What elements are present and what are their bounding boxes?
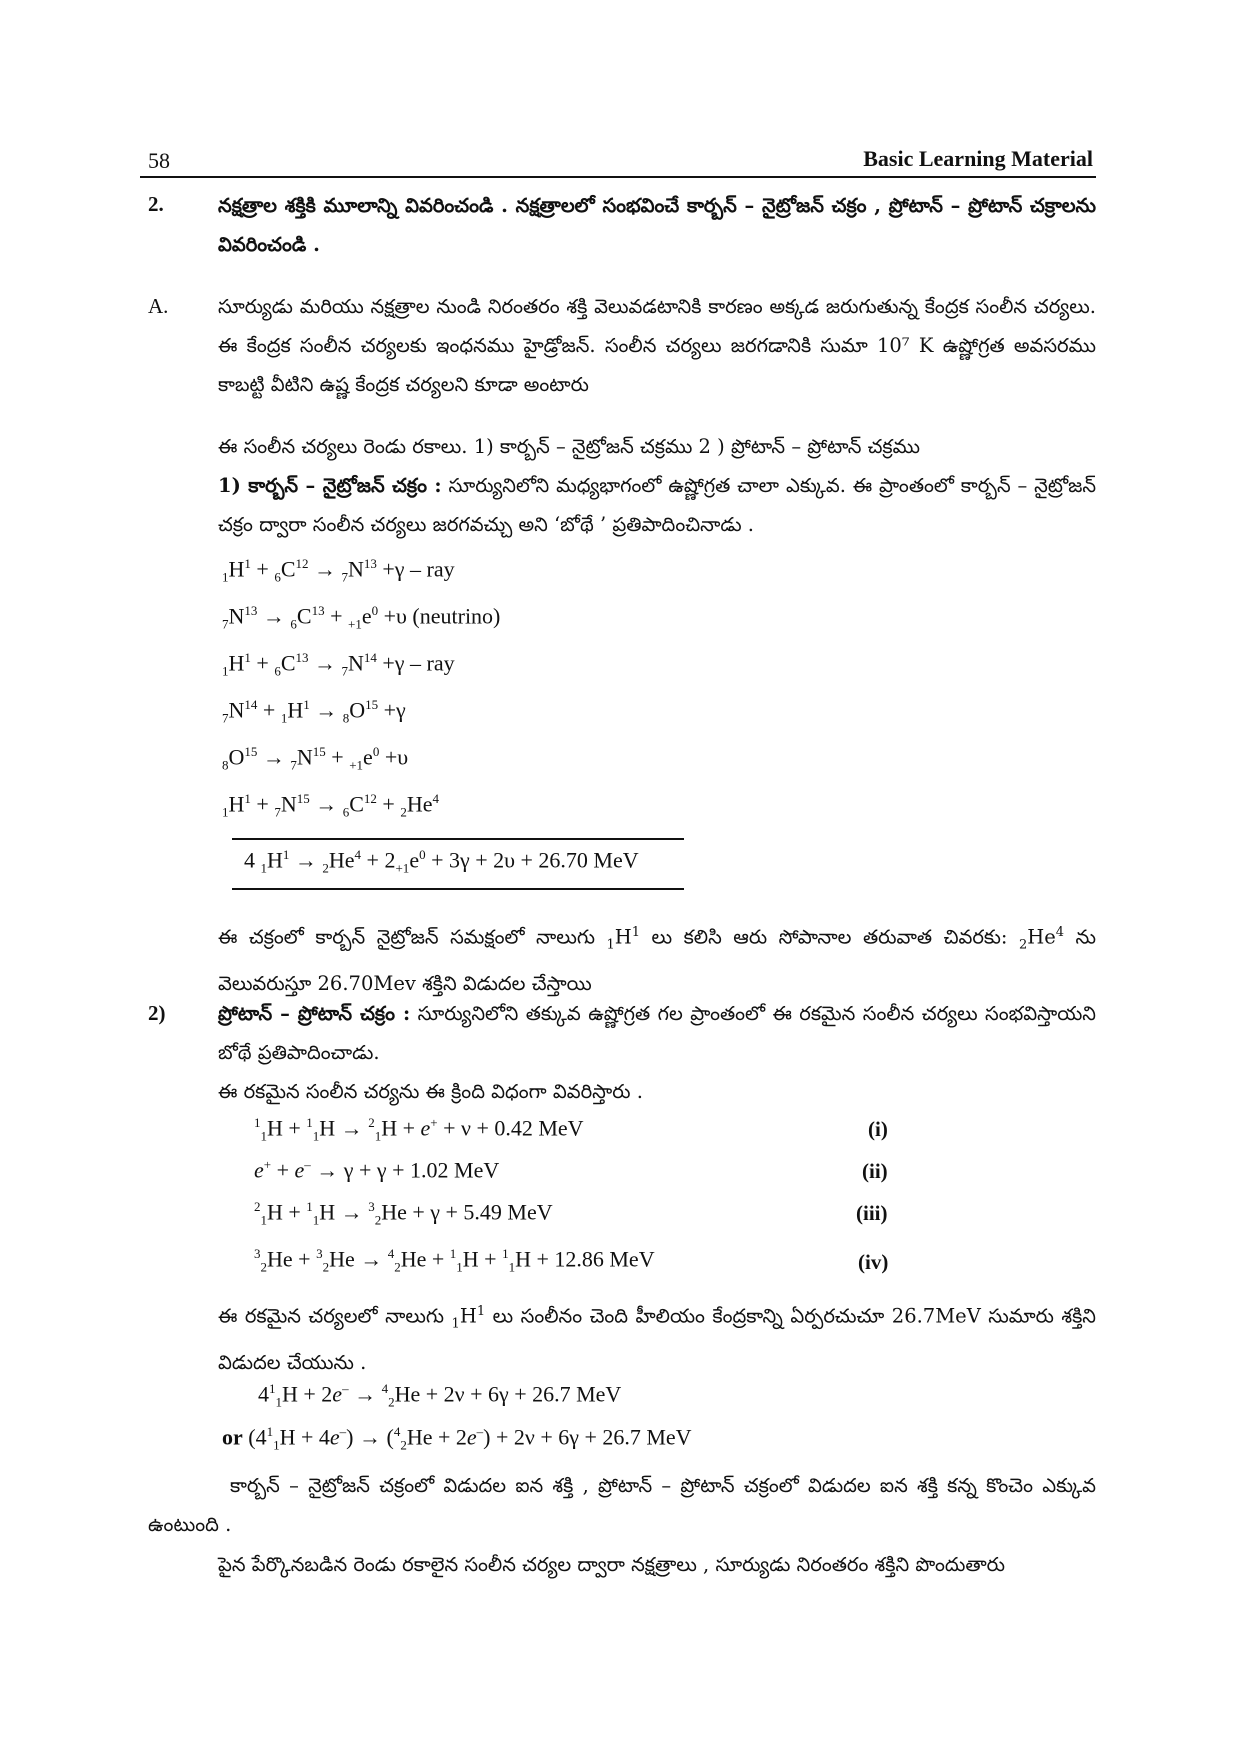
cno-eq-4: $_7N^{14} + _1H^1 \to _8O^{15} +\gamma$	[222, 697, 406, 726]
pp-eq-label-3: (iii)	[856, 1201, 888, 1225]
conclusion-text: పైన పేర్కొనబడిన రెండు రకాలైన సంలీన చర్యల ద్వారా నక్షత్రాలు , సూర్యుడు నిరంతరం శక్తిని పొందుతారు	[218, 1553, 1005, 1576]
cno-eq-2: $_7N^{13} \to _6C^{13} + _{+1}e^0 +\upsilon$ (neutrino)	[222, 603, 501, 632]
pp-explain: ఈ రకమైన సంలీన చర్యను ఈ క్రింది విధంగా వివరిస్తారు .	[218, 1080, 643, 1103]
pp-net-eq-2: or $(4^1_1H + 4e^-) \to (^4_2He + 2e^-) + 2\nu + 6\gamma + 26.7$ MeV	[222, 1424, 692, 1453]
reaction-types: ఈ సంలీన చర్యలు రెండు రకాలు. 1) కార్బన్ – నైట్రోజన్ చక్రము 2 ) ప్రోటాన్ – ప్రోటాన్ చక్రము	[218, 435, 920, 458]
pp-text: సూర్యునిలోని తక్కువ ఉష్ణోగ్రత గల ప్రాంతంలో ఈ రకమైన సంలీన చర్యలు సంభవిస్తాయని బోథే ప్రతిపాదించాడు.	[218, 1002, 1096, 1064]
pp-summary: ఈ రకమైన చర్యలలో నాలుగు $_1H^1$ లు సంలీనం చెంది హీలియం కేంద్రకాన్ని ఏర్పరచుచూ 26.7MeV సుమారు శక్తిని విడుదల చేయును .	[218, 1304, 1096, 1375]
or-label: or	[222, 1424, 243, 1450]
pp-net-eq-1: $4^1_1H + 2e^- \to ^4_2He + 2\nu + 6\gamma + 26.7$ MeV	[258, 1381, 622, 1410]
cno-net-equation: 4 $_1H^1 \to _2He^4 + 2_{+1}e^0 + 3\gamma + 2\upsilon + 26.70$ MeV	[244, 847, 639, 876]
pp-eq-1: $^1_1$H + $^1_1$H → $^2_1$H + e+ + ν + 0.42 MeV	[254, 1115, 584, 1144]
answer-intro: సూర్యుడు మరియు నక్షత్రాల నుండి నిరంతరం శక్తి వెలువడటానికి కారణం అక్కడ జరుగుతున్న కేంద్రక సంలీన చర్యలు. ఈ కేంద్రక సంలీన చర్యలకు ఇంధనము హైడ్రోజన్. సంలీన చర్యలు జరగడానికి సుమా 10⁷ K ఉష్ణోగ్రత అవసరము కాబట్టి వీటిని ఉష్ణ కేంద్రక చర్యలని కూడా అంటారు	[218, 295, 1096, 396]
comparison-text: కార్బన్ – నైట్రోజన్ చక్రంలో విడుదల ఐన శక్తి , ప్రోటాన్ – ప్రోటాన్ చక్రంలో విడుదల ఐన శక్తి కన్న కొంచెం ఎక్కువ ఉంటుంది .	[148, 1474, 1096, 1536]
cno-eq-1: $_1H^1 + _6C^{12} \to _7N^{13} +\gamma$ – ray	[222, 556, 455, 585]
pp-eq-4: $^3_2$He + $^3_2$He → $^4_2$He + $^1_1$H + $^1_1$H + 12.86 MeV	[254, 1246, 655, 1275]
cno-eq-6: $_1H^1 + _7N^{15} \to _6C^{12} + _2He^4$	[222, 791, 439, 820]
pp-label: 2)	[148, 1001, 166, 1025]
cno-eq-5: $_8O^{15} \to _7N^{15} + _{+1}e^0 +\upsilon$	[222, 744, 409, 773]
answer-label: A.	[148, 294, 169, 318]
pp-paragraph	[218, 994, 1096, 1072]
book-title: Basic Learning Material	[863, 146, 1093, 171]
pp-eq-label-1: (i)	[868, 1117, 888, 1141]
page-number: 58	[148, 148, 170, 173]
pp-eq-label-4: (iv)	[858, 1250, 889, 1274]
question-number: 2.	[148, 192, 164, 216]
pp-eq-3: $^2_1$H + $^1_1$H → $^3_2$He + γ + 5.49 MeV	[254, 1199, 553, 1228]
cno-summary: ఈ చక్రంలో కార్బన్ నైట్రోజన్ సమక్షంలో నాలుగు $_1H^1$ లు కలిసి ఆరు సోపానాల తరువాత చివరకు: $_2He^4$ ను వెలువరుస్తూ 26.70Mev శక్తిని విడుదల చేస్తాయి	[218, 925, 1096, 996]
cno-text: సూర్యునిలోని మధ్యభాగంలో ఉష్ణోగ్రత చాలా ఎక్కువ. ఈ ప్రాంతంలో కార్బన్ – నైట్రోజన్ చక్రం ద్వారా సంలీన చర్యలు జరగవచ్చు అని ‘బోథే ’ ప్రతిపాదించినాడు .	[218, 474, 1097, 536]
cno-eq-3: $_1H^1 + _6C^{13} \to _7N^{14} +\gamma$ – ray	[222, 650, 455, 679]
cno-heading: 1) కార్బన్ – నైట్రోజన్ చక్రం :	[218, 474, 442, 497]
pp-eq-2: e+ + e– → γ + γ + 1.02 MeV	[254, 1157, 500, 1183]
cno-paragraph	[218, 466, 1096, 544]
pp-eq-label-2: (ii)	[862, 1159, 888, 1183]
question-text: నక్షత్రాల శక్తికి మూలాన్ని వివరించండి . నక్షత్రాలలో సంభవించే కార్బన్ – నైట్రోజన్ చక్రం , ప్రోటాన్ – ప్రోటాన్ చక్రాలను వివరించండి .	[218, 194, 1096, 256]
header-rule	[140, 176, 1096, 178]
pp-heading: ప్రోటాన్ – ప్రోటాన్ చక్రం :	[218, 1002, 411, 1025]
